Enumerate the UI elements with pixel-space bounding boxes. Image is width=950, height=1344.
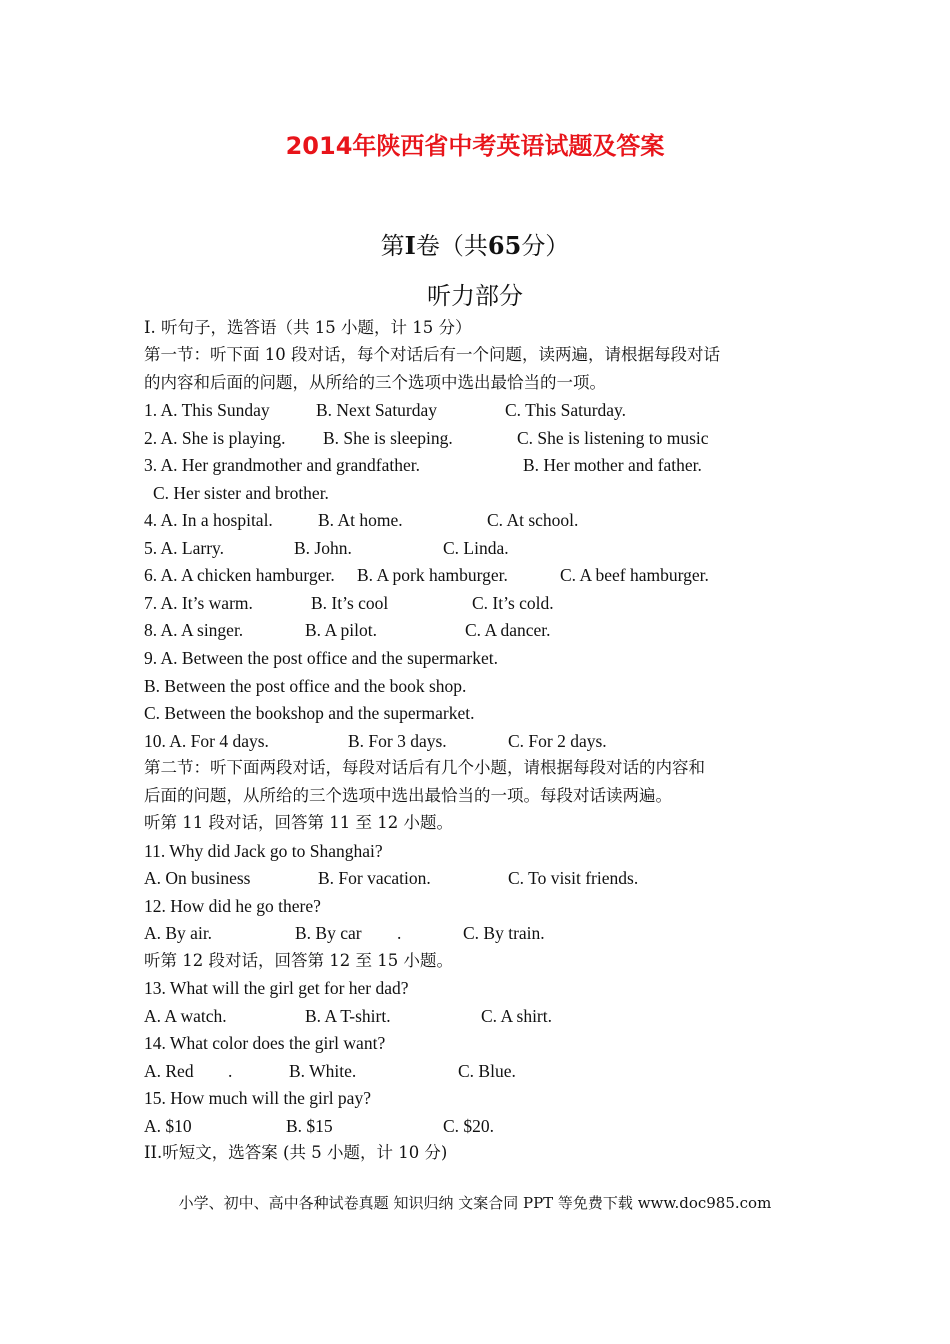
q11-option-b: B. For vacation. xyxy=(318,868,431,888)
q7-option-b: B. It’s cool xyxy=(311,593,389,613)
q2-option-a: 2. A. She is playing. xyxy=(144,428,286,448)
q12-option-b: B. By car xyxy=(295,923,362,943)
q12-option-c: C. By train. xyxy=(463,923,545,943)
q11-question: 11. Why did Jack go to Shanghai? xyxy=(144,841,383,861)
q12-option-a: A. By air. xyxy=(144,923,213,943)
q15-question: 15. How much will the girl pay? xyxy=(144,1088,371,1108)
q6-option-b: B. A pork hamburger. xyxy=(357,565,508,585)
volume-score: 65 xyxy=(487,231,522,260)
q1-option-c: C. This Saturday. xyxy=(505,400,627,420)
dialog12-instruction: 听第 12 段对话，回答第 12 至 15 小题。 xyxy=(144,951,453,970)
q11-option-a: A. On business xyxy=(144,868,251,888)
document-title: 2014年陕西省中考英语试题及答案 xyxy=(285,132,665,160)
q10-option-b: B. For 3 days. xyxy=(348,731,447,751)
dialog11-instruction: 听第 11 段对话，回答第 11 至 12 小题。 xyxy=(144,813,453,832)
volume-heading xyxy=(0,226,950,261)
volume-mid: 卷（共 xyxy=(415,232,488,260)
q8-option-c: C. A dancer. xyxy=(465,620,551,640)
q14-option-b: B. White. xyxy=(289,1061,357,1081)
q10-option-a: 10. A. For 4 days. xyxy=(144,731,269,751)
q13-option-c: C. A shirt. xyxy=(481,1006,552,1026)
q2-option-c: C. She is listening to music xyxy=(517,428,709,448)
section1-intro-line1: 第一节：听下面 10 段对话，每个对话后有一个问题，读两遍，请根据每段对话 xyxy=(144,345,720,364)
q13-option-b: B. A T-shirt. xyxy=(305,1006,391,1026)
q8-option-a: 8. A. A singer. xyxy=(144,620,244,640)
q13-question: 13. What will the girl get for her dad? xyxy=(144,978,409,998)
q15-option-a: A. $10 xyxy=(144,1116,192,1136)
q15-option-c: C. $20. xyxy=(443,1116,495,1136)
q7-option-a: 7. A. It’s warm. xyxy=(144,593,253,613)
q14-option-c: C. Blue. xyxy=(458,1061,516,1081)
q6-option-c: C. A beef hamburger. xyxy=(560,565,709,585)
q13-option-a: A. A watch. xyxy=(144,1006,227,1026)
q4-option-c: C. At school. xyxy=(487,510,579,530)
q14-option-a-dot: . xyxy=(228,1061,233,1081)
q5-option-c: C. Linda. xyxy=(443,538,509,558)
q9-option-b: B. Between the post office and the book shop. xyxy=(144,676,467,696)
q15-option-b: B. $15 xyxy=(286,1116,333,1136)
q3-option-a: 3. A. Her grandmother and grandfather. xyxy=(144,455,421,475)
q5-option-a: 5. A. Larry. xyxy=(144,538,225,558)
q6-option-a: 6. A. A chicken hamburger. xyxy=(144,565,335,585)
q11-option-c: C. To visit friends. xyxy=(508,868,639,888)
q5-option-b: B. John. xyxy=(294,538,352,558)
part-title: 听力部分 xyxy=(427,282,523,310)
section2-heading: II.听短文，选答案 (共 5 小题，计 10 分) xyxy=(144,1143,448,1162)
q9-option-a: 9. A. Between the post office and the supermarket. xyxy=(144,648,498,668)
volume-suffix: 分） xyxy=(521,232,570,260)
q1-option-a: 1. A. This Sunday xyxy=(144,400,270,420)
footer-text: 小学、初中、高中各种试卷真题 知识归纳 文案合同 PPT 等免费下载 www.doc985.com xyxy=(178,1194,772,1212)
q4-option-b: B. At home. xyxy=(318,510,403,530)
q9-option-c: C. Between the bookshop and the supermarket. xyxy=(144,703,475,723)
section1-intro-line2: 的内容和后面的问题，从所给的三个选项中选出最恰当的一项。 xyxy=(144,373,606,392)
q8-option-b: B. A pilot. xyxy=(305,620,377,640)
section1-heading: I. 听句子，选答语（共 15 小题，计 15 分） xyxy=(144,318,472,337)
q7-option-c: C. It’s cold. xyxy=(472,593,554,613)
q12-question: 12. How did he go there? xyxy=(144,896,321,916)
q2-option-b: B. She is sleeping. xyxy=(323,428,453,448)
section2-intro-line2: 后面的问题，从所给的三个选项中选出最恰当的一项。每段对话读两遍。 xyxy=(144,786,672,805)
q3-option-b: B. Her mother and father. xyxy=(523,455,702,475)
volume-number: I xyxy=(404,231,416,260)
volume-prefix: 第 xyxy=(380,232,405,260)
q1-option-b: B. Next Saturday xyxy=(316,400,438,420)
q4-option-a: 4. A. In a hospital. xyxy=(144,510,273,530)
q3-option-c: C. Her sister and brother. xyxy=(153,483,329,503)
section2-intro-line1: 第二节：听下面两段对话，每段对话后有几个小题，请根据每段对话的内容和 xyxy=(144,758,705,777)
q14-option-a: A. Red xyxy=(144,1061,194,1081)
q12-option-b-dot: . xyxy=(397,923,402,943)
q10-option-c: C. For 2 days. xyxy=(508,731,607,751)
q14-question: 14. What color does the girl want? xyxy=(144,1033,386,1053)
